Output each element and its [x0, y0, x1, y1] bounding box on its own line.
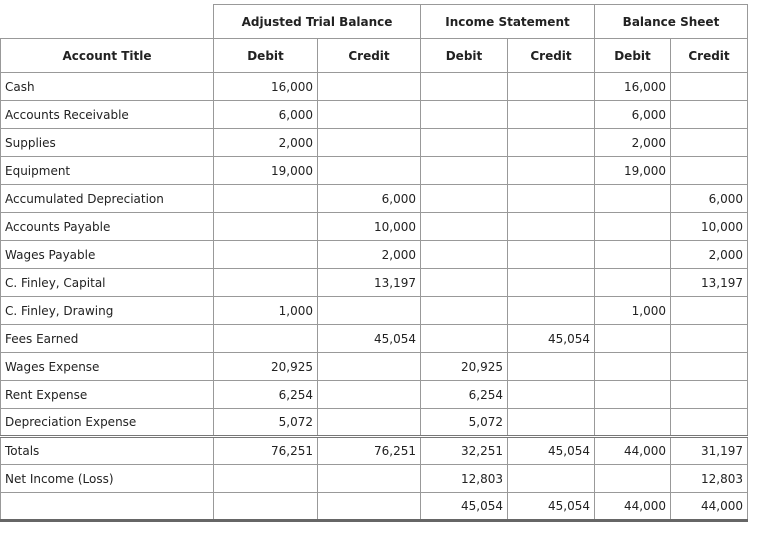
bs-credit-cell [671, 129, 748, 157]
column-header-account-title: Account Title [1, 39, 214, 73]
is-credit-cell [508, 129, 595, 157]
is-debit-cell: 12,803 [421, 465, 508, 493]
column-header-bs-credit: Credit [671, 39, 748, 73]
bs-credit-cell [671, 353, 748, 381]
atb-debit-cell [214, 185, 318, 213]
account-title-cell: Fees Earned [1, 325, 214, 353]
account-title-cell: C. Finley, Drawing [1, 297, 214, 325]
column-header-row [1, 39, 748, 73]
is-debit-cell: 32,251 [421, 437, 508, 465]
worksheet-table [0, 4, 748, 522]
atb-credit-cell [318, 409, 421, 437]
account-title-cell: Totals [1, 437, 214, 465]
is-credit-cell [508, 297, 595, 325]
is-credit-cell [508, 353, 595, 381]
is-debit-cell [421, 269, 508, 297]
bs-credit-cell [671, 381, 748, 409]
table-row [1, 325, 748, 353]
group-header-row [1, 5, 748, 39]
bs-debit-cell [595, 185, 671, 213]
atb-debit-cell: 1,000 [214, 297, 318, 325]
is-debit-cell [421, 157, 508, 185]
bs-credit-cell: 12,803 [671, 465, 748, 493]
account-title-cell: Net Income (Loss) [1, 465, 214, 493]
atb-debit-cell [214, 269, 318, 297]
atb-debit-cell: 2,000 [214, 129, 318, 157]
account-title-cell: Depreciation Expense [1, 409, 214, 437]
is-credit-cell: 45,054 [508, 325, 595, 353]
table-row [1, 241, 748, 269]
table-row [1, 213, 748, 241]
atb-debit-cell: 19,000 [214, 157, 318, 185]
is-credit-cell [508, 241, 595, 269]
bs-debit-cell [595, 325, 671, 353]
is-debit-cell: 20,925 [421, 353, 508, 381]
group-header-income-statement: Income Statement [421, 5, 595, 39]
atb-debit-cell [214, 325, 318, 353]
is-debit-cell [421, 73, 508, 101]
bs-debit-cell: 44,000 [595, 493, 671, 521]
atb-credit-cell: 76,251 [318, 437, 421, 465]
is-debit-cell [421, 129, 508, 157]
bs-credit-cell: 31,197 [671, 437, 748, 465]
is-credit-cell [508, 73, 595, 101]
atb-credit-cell [318, 157, 421, 185]
is-credit-cell [508, 269, 595, 297]
atb-credit-cell: 10,000 [318, 213, 421, 241]
column-header-is-debit: Debit [421, 39, 508, 73]
is-debit-cell [421, 185, 508, 213]
account-title-cell: Accounts Payable [1, 213, 214, 241]
bs-credit-cell: 10,000 [671, 213, 748, 241]
bs-debit-cell: 6,000 [595, 101, 671, 129]
is-credit-cell: 45,054 [508, 437, 595, 465]
bs-debit-cell [595, 241, 671, 269]
is-credit-cell [508, 101, 595, 129]
is-credit-cell: 45,054 [508, 493, 595, 521]
is-credit-cell [508, 465, 595, 493]
bs-debit-cell: 44,000 [595, 437, 671, 465]
is-credit-cell [508, 381, 595, 409]
header-blank-cell [1, 5, 214, 39]
is-debit-cell: 45,054 [421, 493, 508, 521]
atb-debit-cell [214, 241, 318, 269]
atb-credit-cell: 6,000 [318, 185, 421, 213]
atb-credit-cell [318, 101, 421, 129]
bs-debit-cell: 19,000 [595, 157, 671, 185]
column-header-atb-debit: Debit [214, 39, 318, 73]
atb-credit-cell [318, 493, 421, 521]
table-row [1, 101, 748, 129]
atb-credit-cell [318, 297, 421, 325]
net-income-row [1, 465, 748, 493]
table-row [1, 269, 748, 297]
bs-credit-cell: 13,197 [671, 269, 748, 297]
bs-debit-cell [595, 213, 671, 241]
is-debit-cell [421, 325, 508, 353]
table-row [1, 409, 748, 437]
atb-debit-cell: 5,072 [214, 409, 318, 437]
bs-debit-cell [595, 353, 671, 381]
group-header-adjusted-trial-balance: Adjusted Trial Balance [214, 5, 421, 39]
account-title-cell: Equipment [1, 157, 214, 185]
table-row [1, 353, 748, 381]
table-row [1, 297, 748, 325]
final-totals-row [1, 493, 748, 521]
is-credit-cell [508, 185, 595, 213]
table-row [1, 381, 748, 409]
table-row [1, 129, 748, 157]
bs-debit-cell: 16,000 [595, 73, 671, 101]
account-title-cell: C. Finley, Capital [1, 269, 214, 297]
table-row [1, 157, 748, 185]
atb-debit-cell [214, 493, 318, 521]
atb-credit-cell [318, 381, 421, 409]
bs-debit-cell [595, 409, 671, 437]
atb-credit-cell: 13,197 [318, 269, 421, 297]
group-header-balance-sheet: Balance Sheet [595, 5, 748, 39]
account-title-cell: Wages Expense [1, 353, 214, 381]
bs-debit-cell [595, 381, 671, 409]
is-credit-cell [508, 409, 595, 437]
bs-credit-cell [671, 101, 748, 129]
bs-debit-cell [595, 465, 671, 493]
atb-debit-cell [214, 465, 318, 493]
atb-credit-cell: 45,054 [318, 325, 421, 353]
atb-debit-cell: 6,000 [214, 101, 318, 129]
account-title-cell: Wages Payable [1, 241, 214, 269]
bs-credit-cell: 6,000 [671, 185, 748, 213]
bs-credit-cell [671, 297, 748, 325]
account-title-cell: Supplies [1, 129, 214, 157]
atb-credit-cell [318, 73, 421, 101]
table-row [1, 73, 748, 101]
atb-credit-cell [318, 129, 421, 157]
atb-debit-cell: 16,000 [214, 73, 318, 101]
is-credit-cell [508, 213, 595, 241]
account-title-cell: Cash [1, 73, 214, 101]
bs-credit-cell [671, 73, 748, 101]
bs-credit-cell [671, 409, 748, 437]
bs-debit-cell [595, 269, 671, 297]
is-debit-cell: 5,072 [421, 409, 508, 437]
account-title-cell: Rent Expense [1, 381, 214, 409]
bs-credit-cell: 44,000 [671, 493, 748, 521]
table-row [1, 185, 748, 213]
account-title-cell: Accounts Receivable [1, 101, 214, 129]
column-header-atb-credit: Credit [318, 39, 421, 73]
is-debit-cell [421, 213, 508, 241]
atb-credit-cell [318, 465, 421, 493]
bs-credit-cell [671, 325, 748, 353]
account-title-cell: Accumulated Depreciation [1, 185, 214, 213]
bs-debit-cell: 1,000 [595, 297, 671, 325]
is-debit-cell [421, 297, 508, 325]
totals-row [1, 437, 748, 465]
atb-debit-cell: 76,251 [214, 437, 318, 465]
is-debit-cell [421, 241, 508, 269]
column-header-is-credit: Credit [508, 39, 595, 73]
atb-debit-cell [214, 213, 318, 241]
bs-credit-cell [671, 157, 748, 185]
bs-credit-cell: 2,000 [671, 241, 748, 269]
atb-credit-cell: 2,000 [318, 241, 421, 269]
is-debit-cell: 6,254 [421, 381, 508, 409]
account-title-cell [1, 493, 214, 521]
atb-debit-cell: 20,925 [214, 353, 318, 381]
atb-debit-cell: 6,254 [214, 381, 318, 409]
is-credit-cell [508, 157, 595, 185]
column-header-bs-debit: Debit [595, 39, 671, 73]
bs-debit-cell: 2,000 [595, 129, 671, 157]
atb-credit-cell [318, 353, 421, 381]
is-debit-cell [421, 101, 508, 129]
